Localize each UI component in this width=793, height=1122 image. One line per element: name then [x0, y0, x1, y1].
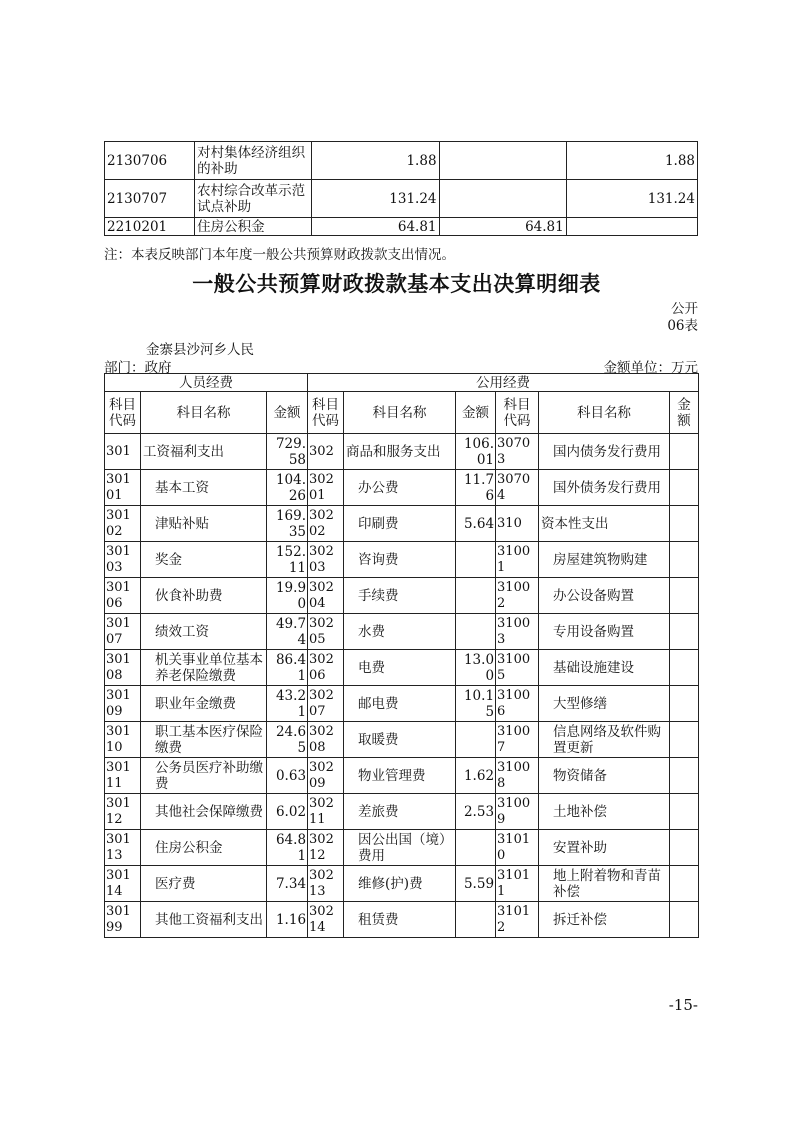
table-row	[105, 218, 698, 236]
capital-amount	[670, 722, 699, 758]
public-code: 30207	[308, 686, 344, 722]
personnel-code: 30113	[105, 830, 141, 866]
capital-code: 31009	[496, 794, 539, 830]
public-name: 物业管理费	[344, 758, 456, 794]
capital-amount	[670, 506, 699, 542]
personnel-code: 30199	[105, 902, 141, 938]
public-name: 商品和服务支出	[344, 434, 456, 470]
table-row	[105, 902, 699, 938]
capital-code: 31010	[496, 830, 539, 866]
header-code: 科目代码	[496, 392, 539, 434]
table-row	[105, 180, 698, 218]
capital-code: 31006	[496, 686, 539, 722]
capital-name: 安置补助	[539, 830, 670, 866]
personnel-name: 奖金	[141, 542, 267, 578]
page-title: 一般公共预算财政拨款基本支出决算明细表	[192, 272, 601, 296]
public-code: 30202	[308, 506, 344, 542]
personnel-name: 职工基本医疗保险缴费	[141, 722, 267, 758]
public-amount: 5.64	[456, 506, 496, 542]
capital-amount	[670, 542, 699, 578]
capital-code: 31003	[496, 614, 539, 650]
public-amount	[456, 902, 496, 938]
personnel-name: 绩效工资	[141, 614, 267, 650]
page-number: -15-	[668, 996, 698, 1014]
capital-code: 30704	[496, 470, 539, 506]
capital-amount	[670, 902, 699, 938]
personnel-code: 30107	[105, 614, 141, 650]
capital-name: 基础设施建设	[539, 650, 670, 686]
public-name: 办公费	[344, 470, 456, 506]
capital-amount	[670, 758, 699, 794]
public-name: 手续费	[344, 578, 456, 614]
personnel-code: 30106	[105, 578, 141, 614]
public-amount: 106.01	[456, 434, 496, 470]
capital-name: 国内债务发行费用	[539, 434, 670, 470]
personnel-amount: 1.16	[267, 902, 308, 938]
header-row-group	[105, 374, 699, 392]
personnel-name: 津贴补贴	[141, 506, 267, 542]
header-name: 科目名称	[141, 392, 267, 434]
basic-expenditure-detail-table	[104, 373, 699, 938]
public-number: 公开06表	[667, 301, 698, 334]
personnel-amount: 6.02	[267, 794, 308, 830]
personnel-amount: 7.34	[267, 866, 308, 902]
capital-amount	[670, 650, 699, 686]
public-code: 30206	[308, 650, 344, 686]
personnel-amount: 104.26	[267, 470, 308, 506]
table-note: 注：本表反映部门本年度一般公共预算财政拨款支出情况。	[104, 247, 455, 263]
public-name: 租赁费	[344, 902, 456, 938]
project-amount	[566, 218, 697, 236]
header-public: 公用经费	[308, 374, 699, 392]
public-amount	[456, 578, 496, 614]
public-code: 30205	[308, 614, 344, 650]
subject-code: 2130706	[105, 142, 195, 180]
public-code: 30211	[308, 794, 344, 830]
public-name: 咨询费	[344, 542, 456, 578]
total-amount: 131.24	[312, 180, 439, 218]
table-row	[105, 434, 699, 470]
personnel-amount: 24.65	[267, 722, 308, 758]
capital-code: 31001	[496, 542, 539, 578]
subject-name: 住房公积金	[195, 218, 312, 236]
table-row	[105, 794, 699, 830]
public-code: 30208	[308, 722, 344, 758]
personnel-code: 30103	[105, 542, 141, 578]
table-row	[105, 830, 699, 866]
header-row-columns	[105, 392, 699, 434]
department-label: 部门：政府	[104, 360, 172, 376]
personnel-amount: 19.90	[267, 578, 308, 614]
capital-name: 资本性支出	[539, 506, 670, 542]
table-row	[105, 758, 699, 794]
capital-amount	[670, 434, 699, 470]
personnel-name: 其他工资福利支出	[141, 902, 267, 938]
personnel-code: 30109	[105, 686, 141, 722]
capital-code: 31005	[496, 650, 539, 686]
header-amount: 金额	[267, 392, 308, 434]
personnel-code: 30110	[105, 722, 141, 758]
capital-code: 31007	[496, 722, 539, 758]
table-row	[105, 578, 699, 614]
personnel-name: 机关事业单位基本养老保险缴费	[141, 650, 267, 686]
department-name: 金寨县沙河乡人民	[146, 342, 254, 358]
capital-name: 地上附着物和青苗补偿	[539, 866, 670, 902]
project-amount: 1.88	[566, 142, 697, 180]
personnel-name: 基本工资	[141, 470, 267, 506]
table-row	[105, 686, 699, 722]
header-code: 科目代码	[105, 392, 141, 434]
public-name: 差旅费	[344, 794, 456, 830]
personnel-name: 医疗费	[141, 866, 267, 902]
personnel-amount: 169.35	[267, 506, 308, 542]
personnel-name: 职业年金缴费	[141, 686, 267, 722]
table-row	[105, 722, 699, 758]
personnel-name: 其他社会保障缴费	[141, 794, 267, 830]
personnel-code: 30101	[105, 470, 141, 506]
personnel-code: 30111	[105, 758, 141, 794]
personnel-name: 伙食补助费	[141, 578, 267, 614]
capital-code: 31011	[496, 866, 539, 902]
public-code: 302	[308, 434, 344, 470]
personnel-amount: 43.21	[267, 686, 308, 722]
public-amount	[456, 542, 496, 578]
capital-amount	[670, 686, 699, 722]
subject-name: 对村集体经济组织的补助	[195, 142, 312, 180]
public-amount	[456, 614, 496, 650]
table-row	[105, 614, 699, 650]
capital-amount	[670, 830, 699, 866]
subject-code: 2130707	[105, 180, 195, 218]
public-amount: 11.76	[456, 470, 496, 506]
personnel-name: 工资福利支出	[141, 434, 267, 470]
total-amount: 64.81	[312, 218, 439, 236]
public-amount: 2.53	[456, 794, 496, 830]
public-amount: 10.15	[456, 686, 496, 722]
public-amount: 1.62	[456, 758, 496, 794]
table-row	[105, 506, 699, 542]
table-row	[105, 866, 699, 902]
public-name: 取暖费	[344, 722, 456, 758]
public-code: 30213	[308, 866, 344, 902]
header-name: 科目名称	[539, 392, 670, 434]
capital-name: 专用设备购置	[539, 614, 670, 650]
amount-unit: 金额单位：万元	[603, 360, 698, 376]
personnel-code: 30114	[105, 866, 141, 902]
capital-name: 拆迁补偿	[539, 902, 670, 938]
subject-code: 2210201	[105, 218, 195, 236]
public-amount: 13.00	[456, 650, 496, 686]
capital-name: 房屋建筑物购建	[539, 542, 670, 578]
personnel-amount: 729.58	[267, 434, 308, 470]
capital-name: 物资储备	[539, 758, 670, 794]
basic-amount	[439, 142, 566, 180]
table-body	[105, 434, 699, 938]
personnel-name: 公务员医疗补助缴费	[141, 758, 267, 794]
public-code: 30212	[308, 830, 344, 866]
table-row	[105, 542, 699, 578]
personnel-code: 30108	[105, 650, 141, 686]
public-code: 30214	[308, 902, 344, 938]
capital-amount	[670, 470, 699, 506]
capital-name: 办公设备购置	[539, 578, 670, 614]
table-row	[105, 142, 698, 180]
header-amount: 金额	[456, 392, 496, 434]
capital-amount	[670, 614, 699, 650]
capital-code: 31012	[496, 902, 539, 938]
total-amount: 1.88	[312, 142, 439, 180]
header-name: 科目名称	[344, 392, 456, 434]
personnel-code: 30112	[105, 794, 141, 830]
basic-amount: 64.81	[439, 218, 566, 236]
basic-amount	[439, 180, 566, 218]
public-code: 30209	[308, 758, 344, 794]
personnel-name: 住房公积金	[141, 830, 267, 866]
personnel-code: 301	[105, 434, 141, 470]
personnel-amount: 64.81	[267, 830, 308, 866]
capital-name: 信息网络及软件购置更新	[539, 722, 670, 758]
capital-code: 310	[496, 506, 539, 542]
personnel-amount: 152.11	[267, 542, 308, 578]
public-name: 水费	[344, 614, 456, 650]
public-amount: 5.59	[456, 866, 496, 902]
project-amount: 131.24	[566, 180, 697, 218]
capital-amount	[670, 794, 699, 830]
capital-code: 31002	[496, 578, 539, 614]
personnel-amount: 0.63	[267, 758, 308, 794]
public-code: 30203	[308, 542, 344, 578]
header-personnel: 人员经费	[105, 374, 308, 392]
table-row	[105, 650, 699, 686]
public-name: 印刷费	[344, 506, 456, 542]
capital-code: 31008	[496, 758, 539, 794]
top-expenditure-table	[104, 141, 698, 236]
public-name: 因公出国（境）费用	[344, 830, 456, 866]
public-amount	[456, 722, 496, 758]
public-name: 电费	[344, 650, 456, 686]
capital-name: 国外债务发行费用	[539, 470, 670, 506]
header-code: 科目代码	[308, 392, 344, 434]
capital-name: 大型修缮	[539, 686, 670, 722]
personnel-code: 30102	[105, 506, 141, 542]
capital-amount	[670, 866, 699, 902]
header-amount: 金额	[670, 392, 699, 434]
public-name: 维修(护)费	[344, 866, 456, 902]
public-name: 邮电费	[344, 686, 456, 722]
subject-name: 农村综合改革示范试点补助	[195, 180, 312, 218]
table-row	[105, 470, 699, 506]
public-code: 30201	[308, 470, 344, 506]
personnel-amount: 86.41	[267, 650, 308, 686]
capital-amount	[670, 578, 699, 614]
public-amount	[456, 830, 496, 866]
personnel-amount: 49.74	[267, 614, 308, 650]
public-code: 30204	[308, 578, 344, 614]
capital-name: 土地补偿	[539, 794, 670, 830]
capital-code: 30703	[496, 434, 539, 470]
